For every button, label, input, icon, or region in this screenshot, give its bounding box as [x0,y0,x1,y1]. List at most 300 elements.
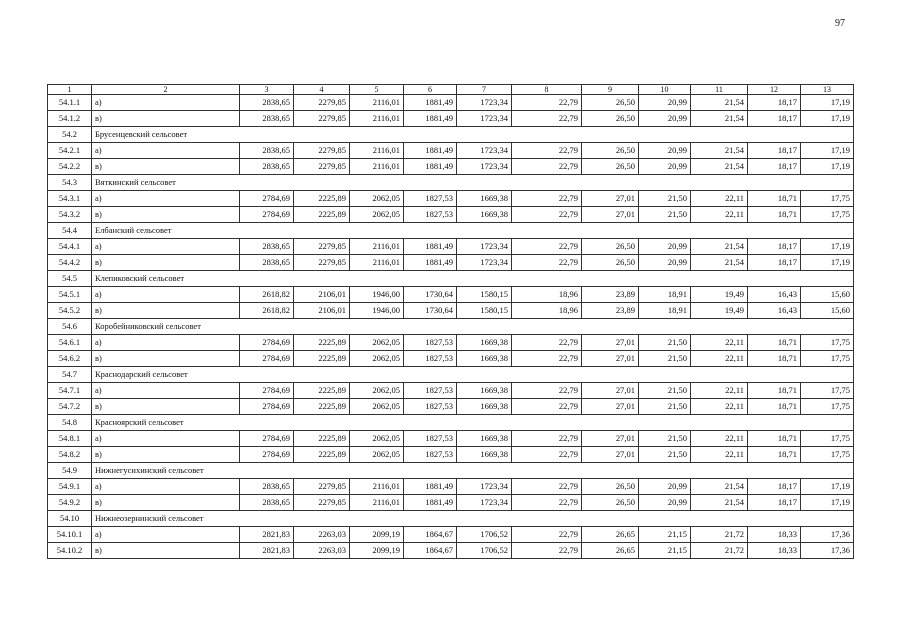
value-cell: 1669,38 [457,207,512,223]
value-cell: 2263,03 [294,543,350,559]
value-cell: 21,50 [639,399,691,415]
value-cell: 1723,34 [457,95,512,111]
value-cell: 27,01 [582,351,639,367]
value-cell: 2062,05 [350,207,404,223]
value-cell: 17,19 [801,95,854,111]
value-cell: 18,17 [748,111,801,127]
value-cell: 2838,65 [240,239,294,255]
value-cell: 26,50 [582,255,639,271]
value-cell: 27,01 [582,335,639,351]
value-cell: 18,71 [748,431,801,447]
value-cell: 17,36 [801,527,854,543]
section-title: Красноярский сельсовет [92,415,854,431]
value-cell: 18,17 [748,255,801,271]
value-cell: 17,75 [801,351,854,367]
value-cell: 1730,64 [404,303,457,319]
value-cell: 20,99 [639,143,691,159]
value-cell: 1827,53 [404,431,457,447]
table-row [48,527,854,543]
value-cell: 21,50 [639,431,691,447]
value-cell: 2225,89 [294,335,350,351]
value-cell: 1723,34 [457,159,512,175]
column-number-cell: 3 [240,85,294,95]
value-cell: 22,79 [512,527,582,543]
row-code: 54.2.1 [48,143,92,159]
value-cell: 2116,01 [350,143,404,159]
value-cell: 17,75 [801,383,854,399]
value-cell: 2116,01 [350,95,404,111]
row-label: а) [92,191,240,207]
value-cell: 2838,65 [240,159,294,175]
value-cell: 26,50 [582,159,639,175]
value-cell: 2838,65 [240,255,294,271]
column-number-cell: 6 [404,85,457,95]
value-cell: 2225,89 [294,191,350,207]
value-cell: 2784,69 [240,191,294,207]
value-cell: 27,01 [582,447,639,463]
value-cell: 21,54 [691,255,748,271]
value-cell: 22,79 [512,335,582,351]
row-label: а) [92,239,240,255]
row-code: 54.5.2 [48,303,92,319]
value-cell: 23,89 [582,303,639,319]
value-cell: 26,50 [582,239,639,255]
value-cell: 22,79 [512,479,582,495]
value-cell: 26,50 [582,143,639,159]
value-cell: 20,99 [639,495,691,511]
row-label: а) [92,383,240,399]
value-cell: 18,71 [748,447,801,463]
table-row [48,303,854,319]
value-cell: 18,91 [639,303,691,319]
value-cell: 2116,01 [350,111,404,127]
value-cell: 18,17 [748,159,801,175]
value-cell: 18,71 [748,191,801,207]
value-cell: 2279,85 [294,495,350,511]
value-cell: 1864,67 [404,527,457,543]
value-cell: 21,54 [691,111,748,127]
value-cell: 18,96 [512,287,582,303]
value-cell: 1706,52 [457,543,512,559]
value-cell: 1827,53 [404,447,457,463]
value-cell: 22,79 [512,255,582,271]
column-number-cell: 2 [92,85,240,95]
table-row [48,239,854,255]
value-cell: 27,01 [582,399,639,415]
section-title: Нижнеозернинский сельсовет [92,511,854,527]
value-cell: 18,71 [748,335,801,351]
column-number-cell: 4 [294,85,350,95]
value-cell: 18,33 [748,543,801,559]
value-cell: 22,11 [691,207,748,223]
value-cell: 27,01 [582,431,639,447]
value-cell: 2062,05 [350,335,404,351]
value-cell: 23,89 [582,287,639,303]
section-row [48,319,854,335]
value-cell: 26,50 [582,95,639,111]
value-cell: 1881,49 [404,143,457,159]
value-cell: 22,11 [691,383,748,399]
row-code: 54.6 [48,319,92,335]
row-label: в) [92,159,240,175]
page-number: 97 [835,18,845,29]
value-cell: 1827,53 [404,399,457,415]
value-cell: 21,54 [691,239,748,255]
value-cell: 18,33 [748,527,801,543]
table-row [48,111,854,127]
row-code: 54.7.2 [48,399,92,415]
row-label: а) [92,479,240,495]
value-cell: 22,79 [512,543,582,559]
section-row [48,415,854,431]
value-cell: 2099,19 [350,527,404,543]
value-cell: 2838,65 [240,479,294,495]
table-row [48,255,854,271]
row-code: 54.8 [48,415,92,431]
row-label: в) [92,111,240,127]
row-code: 54.4 [48,223,92,239]
value-cell: 2618,82 [240,287,294,303]
section-row [48,511,854,527]
row-code: 54.9.2 [48,495,92,511]
value-cell: 1669,38 [457,431,512,447]
value-cell: 1946,00 [350,287,404,303]
value-cell: 1827,53 [404,335,457,351]
column-number-cell: 10 [639,85,691,95]
value-cell: 22,11 [691,191,748,207]
table-row [48,431,854,447]
value-cell: 22,79 [512,159,582,175]
value-cell: 1723,34 [457,239,512,255]
value-cell: 2062,05 [350,447,404,463]
section-row [48,175,854,191]
table-row [48,543,854,559]
value-cell: 21,50 [639,351,691,367]
row-label: а) [92,287,240,303]
value-cell: 17,36 [801,543,854,559]
value-cell: 1881,49 [404,479,457,495]
value-cell: 2838,65 [240,95,294,111]
value-cell: 2279,85 [294,479,350,495]
value-cell: 27,01 [582,383,639,399]
row-label: в) [92,351,240,367]
value-cell: 22,79 [512,239,582,255]
value-cell: 1827,53 [404,207,457,223]
value-cell: 2062,05 [350,351,404,367]
row-code: 54.7 [48,367,92,383]
value-cell: 2784,69 [240,431,294,447]
value-cell: 18,71 [748,383,801,399]
value-cell: 1580,15 [457,287,512,303]
table-row [48,191,854,207]
row-label: в) [92,303,240,319]
value-cell: 1669,38 [457,399,512,415]
row-code: 54.5.1 [48,287,92,303]
value-cell: 22,79 [512,399,582,415]
value-cell: 2106,01 [294,287,350,303]
value-cell: 2821,83 [240,527,294,543]
value-cell: 2116,01 [350,239,404,255]
value-cell: 21,50 [639,447,691,463]
row-code: 54.5 [48,271,92,287]
table-row [48,287,854,303]
value-cell: 2225,89 [294,351,350,367]
section-row [48,367,854,383]
section-title: Клепиковский сельсовет [92,271,854,287]
column-number-row [48,85,854,95]
table-row [48,207,854,223]
value-cell: 16,43 [748,303,801,319]
value-cell: 2225,89 [294,399,350,415]
value-cell: 18,17 [748,239,801,255]
value-cell: 2116,01 [350,159,404,175]
value-cell: 1723,34 [457,143,512,159]
value-cell: 1946,00 [350,303,404,319]
row-label: а) [92,431,240,447]
value-cell: 2618,82 [240,303,294,319]
row-code: 54.3 [48,175,92,191]
value-cell: 16,43 [748,287,801,303]
row-label: в) [92,399,240,415]
value-cell: 20,99 [639,159,691,175]
table-row [48,447,854,463]
value-cell: 2062,05 [350,383,404,399]
table-row [48,351,854,367]
row-code: 54.8.2 [48,447,92,463]
value-cell: 1723,34 [457,111,512,127]
value-cell: 2106,01 [294,303,350,319]
value-cell: 17,19 [801,159,854,175]
value-cell: 26,65 [582,527,639,543]
value-cell: 2099,19 [350,543,404,559]
value-cell: 22,11 [691,335,748,351]
value-cell: 2263,03 [294,527,350,543]
value-cell: 26,65 [582,543,639,559]
section-row [48,127,854,143]
value-cell: 22,79 [512,351,582,367]
value-cell: 2225,89 [294,207,350,223]
value-cell: 26,50 [582,479,639,495]
value-cell: 22,11 [691,351,748,367]
value-cell: 1881,49 [404,159,457,175]
value-cell: 22,79 [512,191,582,207]
value-cell: 21,50 [639,335,691,351]
value-cell: 1580,15 [457,303,512,319]
section-row [48,463,854,479]
row-label: а) [92,527,240,543]
value-cell: 17,19 [801,255,854,271]
row-code: 54.4.2 [48,255,92,271]
section-title: Краснодарский сельсовет [92,367,854,383]
value-cell: 2116,01 [350,495,404,511]
row-label: а) [92,335,240,351]
value-cell: 2225,89 [294,383,350,399]
value-cell: 2116,01 [350,255,404,271]
value-cell: 18,96 [512,303,582,319]
value-cell: 22,79 [512,447,582,463]
row-code: 54.3.2 [48,207,92,223]
value-cell: 2784,69 [240,335,294,351]
value-cell: 21,54 [691,95,748,111]
table-row [48,335,854,351]
row-code: 54.6.1 [48,335,92,351]
value-cell: 1723,34 [457,495,512,511]
value-cell: 21,50 [639,383,691,399]
table-body [48,85,854,559]
value-cell: 17,75 [801,335,854,351]
value-cell: 18,17 [748,495,801,511]
value-cell: 21,72 [691,543,748,559]
value-cell: 21,54 [691,479,748,495]
value-cell: 2838,65 [240,495,294,511]
row-code: 54.1.1 [48,95,92,111]
value-cell: 27,01 [582,191,639,207]
value-cell: 18,17 [748,479,801,495]
value-cell: 22,11 [691,431,748,447]
value-cell: 22,79 [512,431,582,447]
value-cell: 18,71 [748,399,801,415]
row-code: 54.9 [48,463,92,479]
value-cell: 1669,38 [457,335,512,351]
value-cell: 22,79 [512,143,582,159]
value-cell: 19,49 [691,287,748,303]
value-cell: 17,19 [801,111,854,127]
value-cell: 20,99 [639,95,691,111]
value-cell: 21,54 [691,495,748,511]
value-cell: 17,19 [801,239,854,255]
value-cell: 1669,38 [457,383,512,399]
row-code: 54.10.2 [48,543,92,559]
value-cell: 1864,67 [404,543,457,559]
value-cell: 1669,38 [457,191,512,207]
value-cell: 2784,69 [240,351,294,367]
value-cell: 2784,69 [240,207,294,223]
value-cell: 26,50 [582,495,639,511]
value-cell: 17,19 [801,143,854,159]
value-cell: 26,50 [582,111,639,127]
column-number-cell: 5 [350,85,404,95]
row-code: 54.7.1 [48,383,92,399]
value-cell: 2784,69 [240,399,294,415]
value-cell: 21,50 [639,191,691,207]
value-cell: 2279,85 [294,159,350,175]
value-cell: 21,54 [691,143,748,159]
value-cell: 2225,89 [294,431,350,447]
value-cell: 2062,05 [350,191,404,207]
value-cell: 2062,05 [350,399,404,415]
value-cell: 1827,53 [404,191,457,207]
value-cell: 21,15 [639,543,691,559]
value-cell: 2821,83 [240,543,294,559]
value-cell: 2279,85 [294,143,350,159]
value-cell: 1881,49 [404,255,457,271]
value-cell: 2062,05 [350,431,404,447]
value-cell: 17,75 [801,399,854,415]
row-label: в) [92,255,240,271]
section-row [48,271,854,287]
column-number-cell: 8 [512,85,582,95]
value-cell: 21,72 [691,527,748,543]
value-cell: 22,79 [512,111,582,127]
column-number-cell: 7 [457,85,512,95]
table-row [48,399,854,415]
row-code: 54.3.1 [48,191,92,207]
value-cell: 18,17 [748,95,801,111]
column-number-cell: 11 [691,85,748,95]
value-cell: 22,79 [512,495,582,511]
table-row [48,159,854,175]
row-code: 54.10.1 [48,527,92,543]
value-cell: 2116,01 [350,479,404,495]
row-code: 54.10 [48,511,92,527]
value-cell: 1730,64 [404,287,457,303]
table-row [48,479,854,495]
value-cell: 22,11 [691,447,748,463]
row-label: а) [92,95,240,111]
value-cell: 18,17 [748,143,801,159]
row-label: в) [92,543,240,559]
row-label: в) [92,207,240,223]
value-cell: 2279,85 [294,95,350,111]
value-cell: 17,75 [801,431,854,447]
tariff-table [47,84,854,559]
value-cell: 22,79 [512,383,582,399]
row-code: 54.1.2 [48,111,92,127]
value-cell: 17,19 [801,479,854,495]
value-cell: 2784,69 [240,383,294,399]
row-code: 54.6.2 [48,351,92,367]
row-code: 54.2 [48,127,92,143]
row-code: 54.8.1 [48,431,92,447]
row-code: 54.4.1 [48,239,92,255]
table-row [48,495,854,511]
table-row [48,95,854,111]
value-cell: 18,71 [748,351,801,367]
value-cell: 1723,34 [457,479,512,495]
value-cell: 2279,85 [294,111,350,127]
value-cell: 17,75 [801,191,854,207]
value-cell: 15,60 [801,303,854,319]
value-cell: 2225,89 [294,447,350,463]
value-cell: 20,99 [639,255,691,271]
column-number-cell: 12 [748,85,801,95]
value-cell: 1669,38 [457,351,512,367]
column-number-cell: 1 [48,85,92,95]
value-cell: 1881,49 [404,495,457,511]
row-code: 54.9.1 [48,479,92,495]
value-cell: 22,79 [512,95,582,111]
column-number-cell: 13 [801,85,854,95]
value-cell: 22,11 [691,399,748,415]
value-cell: 1827,53 [404,351,457,367]
value-cell: 1881,49 [404,95,457,111]
section-title: Елбанский сельсовет [92,223,854,239]
value-cell: 2279,85 [294,255,350,271]
row-label: а) [92,143,240,159]
value-cell: 2784,69 [240,447,294,463]
section-title: Коробейниковский сельсовет [92,319,854,335]
row-label: в) [92,447,240,463]
value-cell: 1881,49 [404,111,457,127]
value-cell: 21,54 [691,159,748,175]
value-cell: 22,79 [512,207,582,223]
value-cell: 2838,65 [240,143,294,159]
table-row [48,383,854,399]
value-cell: 18,71 [748,207,801,223]
value-cell: 27,01 [582,207,639,223]
section-row [48,223,854,239]
value-cell: 18,91 [639,287,691,303]
